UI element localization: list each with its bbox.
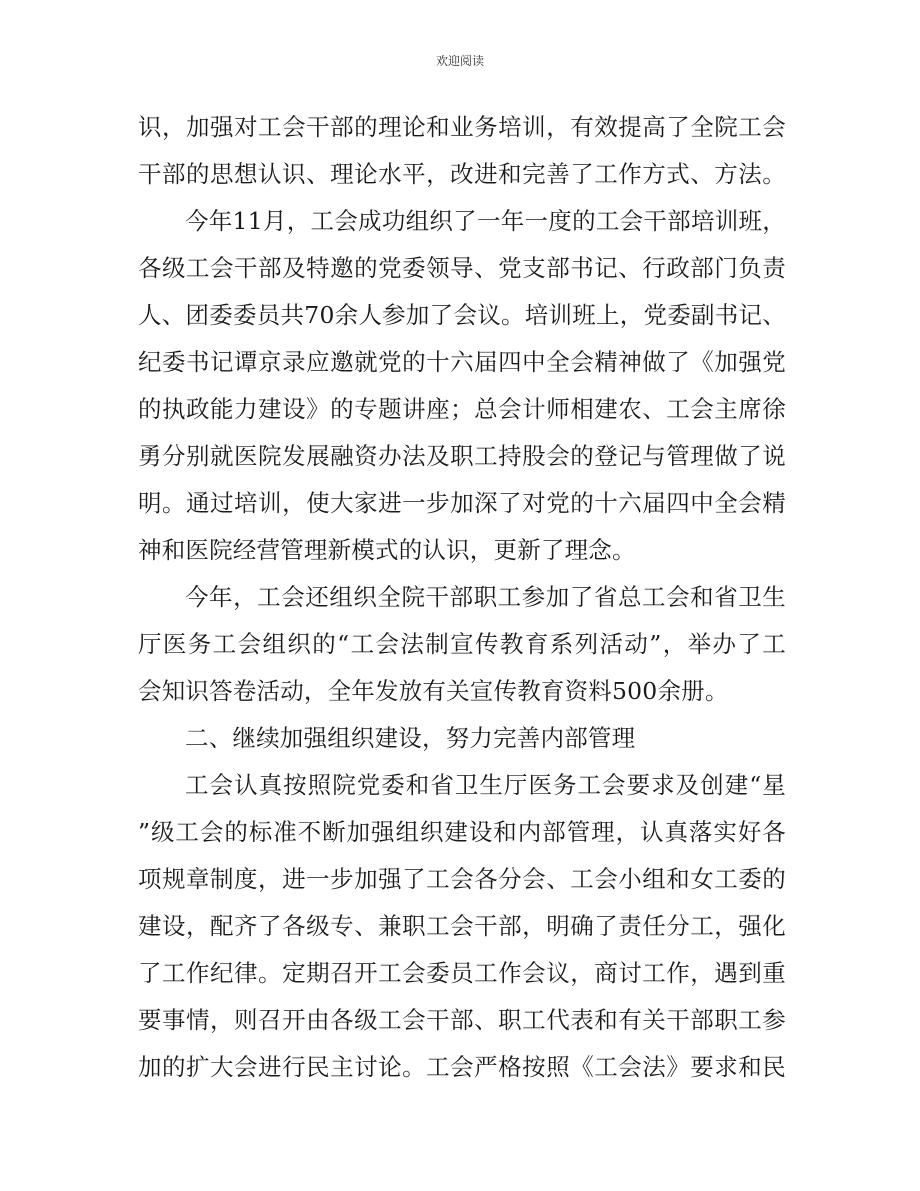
paragraph <box>138 715 786 762</box>
document-body <box>138 104 786 1091</box>
text-line: 加的扩大会进行民主讨论。工会严格按照《工会法》要求和民 <box>138 1053 786 1081</box>
text-line: 厅医务工会组织的“工会法制宣传教育系列活动”，举办了工 <box>138 630 786 658</box>
text-line: 各级工会干部及特邀的党委领导、党支部书记、行政部门负责 <box>138 254 786 282</box>
text-line: 纪委书记谭京录应邀就党的十六届四中全会精神做了《加强党 <box>138 348 786 376</box>
page-header: 欢迎阅读 <box>435 54 484 68</box>
text-line: 工会认真按照院党委和省卫生厅医务工会要求及创建“星 <box>185 771 786 799</box>
text-line: 会知识答卷活动，全年发放有关宣传教育资料500余册。 <box>138 677 729 705</box>
text-line: 人、团委委员共70余人参加了会议。培训班上，党委副书记、 <box>138 301 786 329</box>
text-line: 要事情，则召开由各级工会干部、职工代表和有关干部职工参 <box>138 1006 786 1034</box>
paragraph <box>138 104 786 198</box>
text-line: 的执政能力建设》的专题讲座；总会计师相建农、工会主席徐 <box>138 395 786 423</box>
paragraph <box>138 574 786 715</box>
text-line: 识，加强对工会干部的理论和业务培训，有效提高了全院工会 <box>138 113 786 141</box>
text-line: 今年11月，工会成功组织了一年一度的工会干部培训班， <box>185 207 786 235</box>
text-line: 干部的思想认识、理论水平，改进和完善了工作方式、方法。 <box>138 160 786 188</box>
text-line: 二、继续加强组织建设，努力完善内部管理 <box>185 724 636 752</box>
text-line: 项规章制度，进一步加强了工会各分会、工会小组和女工委的 <box>138 865 786 893</box>
text-line: 了工作纪律。定期召开工会委员工作会议，商讨工作，遇到重 <box>138 959 786 987</box>
text-line: 神和医院经营管理新模式的认识，更新了理念。 <box>138 536 636 564</box>
text-line: ”级工会的标准不断加强组织建设和内部管理，认真落实好各 <box>138 818 786 846</box>
paragraph <box>138 762 786 1091</box>
text-line: 勇分别就医院发展融资办法及职工持股会的登记与管理做了说 <box>138 442 786 470</box>
text-line: 明。通过培训，使大家进一步加深了对党的十六届四中全会精 <box>138 489 786 517</box>
text-line: 建设，配齐了各级专、兼职工会干部，明确了责任分工，强化 <box>138 912 786 940</box>
text-line: 今年，工会还组织全院干部职工参加了省总工会和省卫生 <box>185 583 786 611</box>
paragraph <box>138 198 786 574</box>
